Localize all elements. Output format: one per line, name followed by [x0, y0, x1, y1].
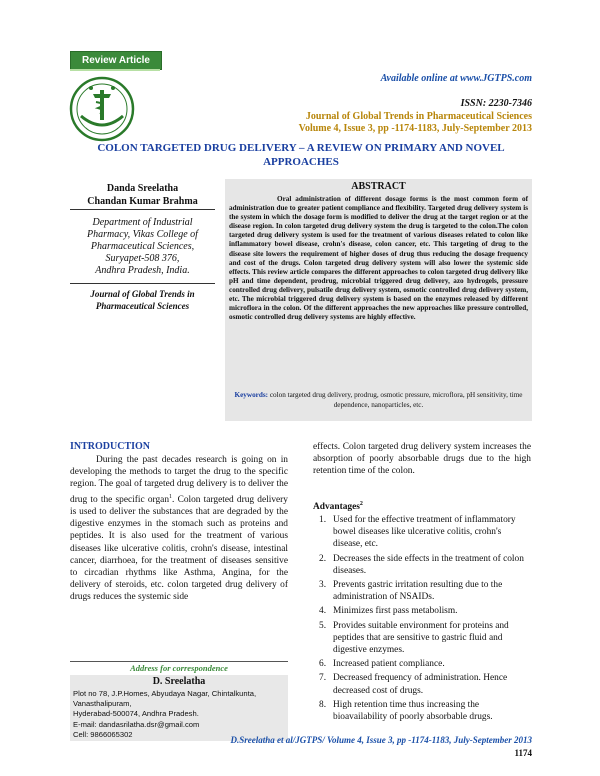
list-item: 6. Increased patient compliance.	[319, 659, 445, 670]
list-item: 2. Decreases the side effects in the treatment of colon diseases.	[319, 553, 524, 576]
intro-column-2: effects. Colon targeted drug delivery system increases the absorption of poorly absorbable drugs due to the high retention time of the colon.	[313, 442, 531, 477]
author-name: Danda Sreelatha	[106, 183, 179, 194]
correspondence-heading: Address for correspondence	[130, 663, 228, 673]
abstract-heading: ABSTRACT	[351, 181, 406, 192]
reference-marker[interactable]: 2	[359, 501, 363, 507]
keywords-label: Keywords:	[234, 391, 269, 399]
reference-marker[interactable]: 1	[169, 493, 173, 500]
footer-citation: D.Sreelatha et al/JGTPS/ Volume 4, Issue 3, pp -1174-1183, July-September 2013	[230, 735, 532, 745]
divider	[70, 283, 215, 284]
email[interactable]: E-mail: dandasrilatha.dsr@gmail.com	[73, 719, 200, 729]
badge-underline	[70, 69, 160, 71]
intro-text: . Colon targeted drug delivery is used to deliver the substances that are degraded by the digestive enzymes in the stomach such as proteins and peptides. It is also used for the treatment of various diseases like ulcerative colitis, crohn's disease, intestinal cancer, diarrhoea, for the treatment of diseases sensitive to circadian rhythms like Asthma, Angina, for the delivery of steroids, etc. colon targeted drug delivery of drugs reduces the systemic side	[70, 494, 288, 603]
available-online-link[interactable]: Available online at www.JGTPS.com	[380, 73, 532, 84]
affiliation-line: Department of Industrial	[92, 217, 193, 228]
address-line: Hyderabad-500074, Andhra Pradesh.	[73, 709, 199, 719]
list-item: 8. High retention time thus increasing the bioavailability of poorly absorbable drugs.	[319, 699, 493, 723]
author-name: Chandan Kumar Brahma	[87, 196, 198, 207]
list-item: 5. Provides suitable environment for proteins and peptides that are sensitive to gastric fluid and digestive enzymes.	[319, 620, 509, 656]
list-item: 7. Decreased frequency of administration. Hence decreased cost of drugs.	[319, 673, 508, 696]
divider	[70, 209, 215, 210]
abstract-body: Oral administration of different dosage forms is the most common form of administration due to greater patient compliance and flexibility. Targeted drug delivery system is the system in which the dosage form is modified to deliver the drug at the target region or at the disease region. In colon targeted drug delivery system the drug is targeted to the colon.The colon targeted drug delivery system is used for the treatment of various diseases related to colon like inflammatory bowel disease, crohn's disease, colon cancer, etc. This targeting of drug to the disease site lowers the requirement of higher doses of drug thus reducing the dosage frequency and cost of the drugs. Colon targeted drug delivery system will also lower the systemic side effects. This review article compares the different approaches to colon targeted drug delivery like pH and time dependent, prodrug, microbial triggered drug delivery, azo hydrogels, pressure controlled drug delivery, pulsatile drug delivery system, osmotic controlled drug delivery system, etc. The microbial triggered drug delivery system is based on the enzymes released by different microflora in the colon. Of the different approaches the new approaches like pressure controlled, osmotic controlled drug delivery systems are highly effective.	[229, 195, 528, 322]
article-title: COLON TARGETED DRUG DELIVERY – A REVIEW ON PRIMARY AND NOVEL APPROACHES	[97, 142, 505, 168]
intro-text: During the past decades research is going on in developing the methods to target the drug to the specific region. The goal of targeted drug delivery is to deliver the drug to the specific organ	[70, 455, 288, 505]
correspondence-address	[73, 689, 287, 740]
journal-name: Journal of Global Trends in Pharmaceutical Sciences	[305, 111, 532, 122]
section-heading-introduction: INTRODUCTION	[70, 441, 151, 452]
affiliation-line: Pharmaceutical Sciences,	[90, 241, 195, 252]
article-type-badge: Review Article	[70, 51, 162, 70]
journal-line: Journal of Global Trends in	[90, 289, 195, 299]
intro-paragraph	[70, 454, 288, 604]
address-line: Vanasthalipuram,	[73, 699, 132, 709]
list-item: 3. Prevents gastric irritation resulting due to the administration of NSAIDs.	[319, 580, 503, 603]
list-item: 1. Used for the effective treatment of inflammatory bowel diseases like ulcerative colitis, crohn's disease, etc.	[319, 515, 516, 550]
journal-name-left	[70, 288, 215, 312]
journal-logo-icon	[69, 76, 135, 142]
affiliation-line: Andhra Pradesh, India.	[95, 265, 190, 276]
page-number: 1174	[514, 748, 532, 758]
intro-column-1	[70, 454, 288, 604]
issn: ISSN: 2230-7346	[460, 98, 532, 109]
affiliation	[70, 217, 215, 277]
journal-volume: Volume 4, Issue 3, pp -1174-1183, July-September 2013	[298, 123, 532, 134]
advantages-list	[313, 514, 531, 725]
author-list	[70, 182, 215, 208]
keywords	[229, 391, 528, 410]
keywords-text: colon targeted drug delivery, prodrug, osmotic pressure, microflora, pH sensitivity, time dependence, nanoparticles, etc.	[269, 391, 523, 409]
affiliation-line: Pharmacy, Vikas College of	[87, 229, 198, 240]
advantages-heading	[313, 501, 363, 512]
divider	[70, 661, 288, 662]
phone: Cell: 9866065302	[73, 729, 133, 739]
journal-line: Pharmaceutical Sciences	[95, 301, 190, 311]
address-line: Plot no 78, J.P.Homes, Abyudaya Nagar, Chintalkunta,	[73, 689, 257, 698]
list-item: 4. Minimizes first pass metabolism.	[319, 606, 458, 617]
correspondence-name: D. Sreelatha	[152, 676, 206, 687]
advantages-heading-text: Advantages	[313, 502, 360, 513]
affiliation-line: Suryapet-508 376,	[105, 253, 180, 264]
